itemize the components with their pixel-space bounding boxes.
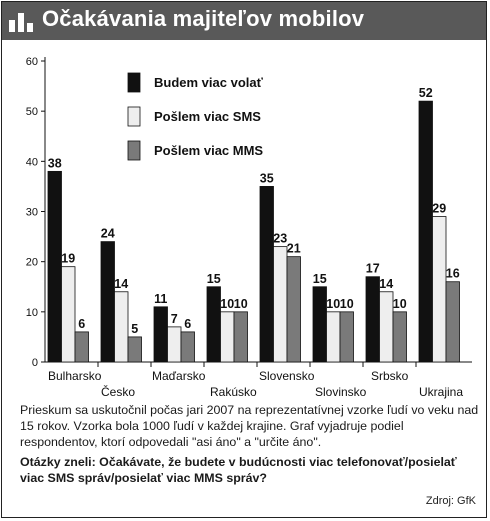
bar [433,217,447,362]
data-label: 10 [326,296,341,311]
bar [327,312,341,362]
legend-swatch [128,141,140,160]
category-label: Slovinsko [315,385,367,399]
category-label: Bulharsko [48,369,102,383]
source-note: Zdroj: GfK [425,495,476,507]
bar [419,101,433,362]
data-label: 6 [78,316,86,331]
bar [62,267,76,362]
category-label: Rakúsko [210,385,257,399]
data-label: 29 [432,201,447,216]
category-label: Ukrajina [419,385,464,399]
data-label: 52 [418,86,433,101]
data-label: 38 [47,156,62,171]
category-label: Slovensko [259,369,315,383]
bar [313,287,327,362]
y-tick-label: 40 [25,156,38,169]
data-label: 10 [220,296,235,311]
bar [366,277,380,362]
data-label: 17 [365,261,380,276]
y-tick-label: 10 [25,306,38,319]
legend-swatch [128,107,140,126]
legend-label: Budem viac volať [154,75,263,90]
y-tick-label: 20 [25,256,38,269]
page-title: Očakávania majiteľov mobilov [42,6,365,31]
data-label: 10 [339,296,354,311]
y-tick-label: 30 [25,206,38,219]
data-label: 10 [392,296,407,311]
data-label: 14 [379,276,394,291]
bar [393,312,407,362]
bar [181,332,195,362]
bar [168,327,182,362]
bar [287,257,301,362]
data-label: 21 [286,241,301,256]
data-label: 6 [184,316,192,331]
data-label: 10 [233,296,248,311]
bar [260,186,274,362]
bar [128,337,142,362]
infographic [1,1,487,518]
bar [115,292,129,362]
bar [340,312,354,362]
bar [154,307,168,362]
y-tick-label: 60 [25,56,38,68]
survey-question: Otázky zneli: Očakávate, že budete v budúcnosti viac telefonovať/posielať viac SMS správ/posielať viac MMS správ? [20,455,457,485]
data-label: 14 [114,276,129,291]
category-label: Srbsko [371,369,409,383]
data-label: 15 [206,271,221,286]
bar-chart-icon [8,10,34,32]
bar [207,287,221,362]
bar [75,332,89,362]
category-label: Česko [101,385,136,399]
legend-swatch [128,73,140,92]
bar [274,247,288,362]
data-label: 23 [273,231,288,246]
bar-chart [2,40,486,402]
y-tick-label: 0 [31,357,38,369]
bar [101,242,115,362]
bar [380,292,394,362]
data-label: 16 [445,266,460,281]
data-label: 5 [131,321,139,336]
bar [48,171,62,362]
data-label: 15 [312,271,327,286]
survey-description: Prieskum sa uskutočnil počas jari 2007 na reprezentatívnej vzorke ľudí vo veku nad 15 rokov. Vzorka bola 1000 ľudí v každej krajine. Graf vyjadruje podiel respondentov, ktorí odpovedali "asi áno" a "určite áno". [20,403,479,449]
header-bar [2,2,486,40]
legend-label: Pošlem viac SMS [154,109,261,124]
data-label: 35 [259,171,274,186]
bar [234,312,248,362]
data-label: 11 [154,291,168,306]
category-label: Maďarsko [152,369,206,383]
y-tick-label: 50 [25,106,38,119]
bar [446,282,460,362]
data-label: 24 [100,226,115,241]
data-label: 19 [61,251,76,266]
bar [221,312,235,362]
data-label: 7 [170,311,178,326]
legend-label: Pošlem viac MMS [154,143,264,158]
